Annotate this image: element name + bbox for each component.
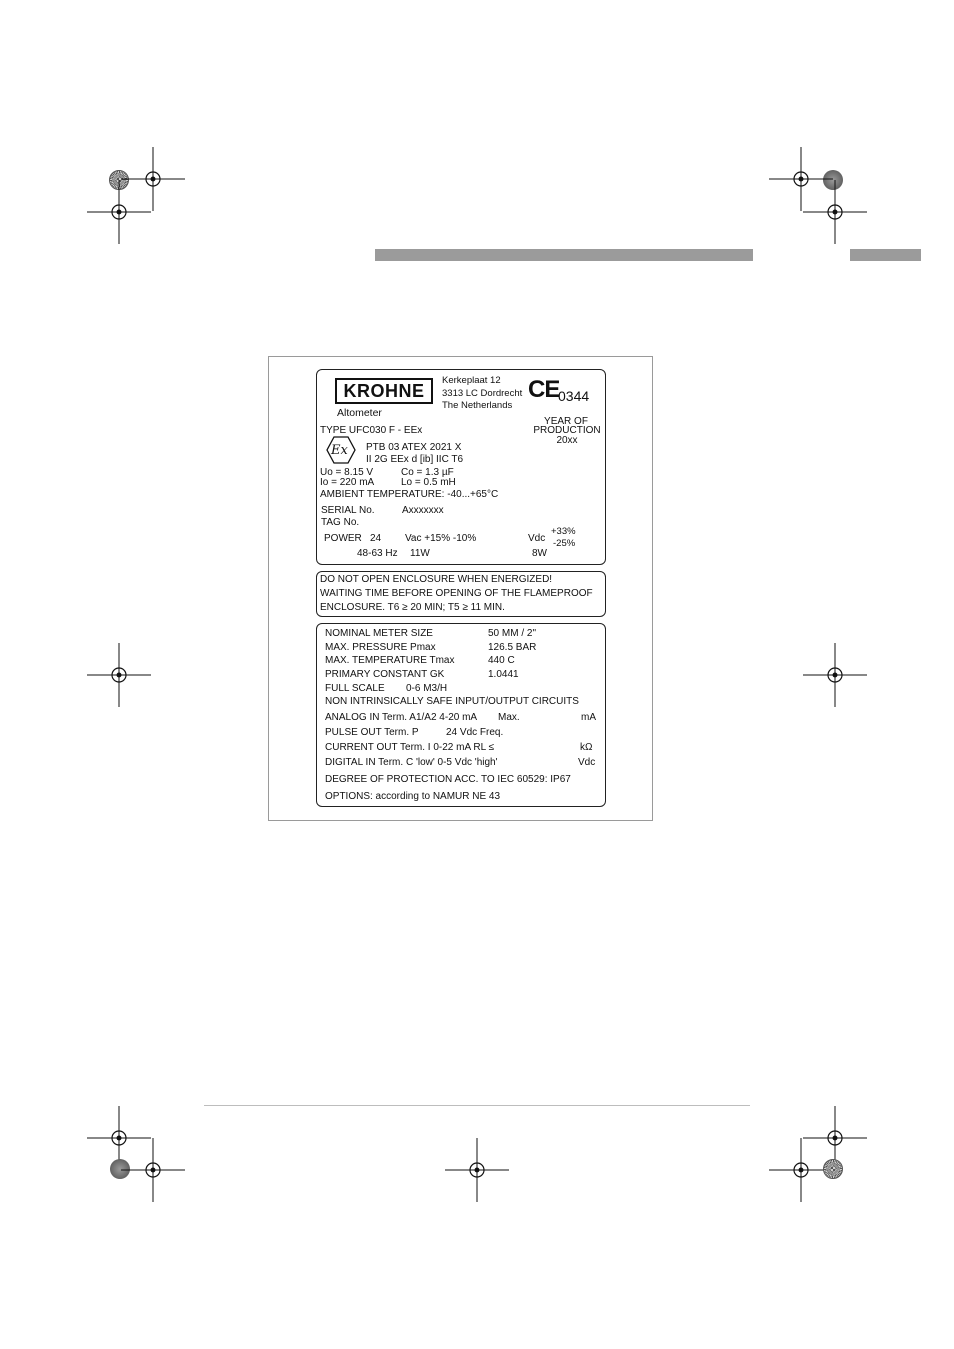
options-line: OPTIONS: according to NAMUR NE 43 bbox=[325, 791, 501, 802]
protection-degree: DEGREE OF PROTECTION ACC. TO IEC 60529: IP67 bbox=[325, 774, 571, 785]
temperature-value: 440 C bbox=[488, 655, 515, 666]
ex-symbol: Ex bbox=[331, 443, 348, 458]
atex-certificate: PTB 03 ATEX 2021 X bbox=[366, 442, 462, 453]
full-scale-value: 0-6 M3/H bbox=[406, 683, 448, 694]
digital-in: DIGITAL IN Term. C 'low' 0-5 Vdc 'high' bbox=[325, 757, 498, 768]
pressure-label: MAX. PRESSURE Pmax bbox=[325, 642, 436, 653]
crop-mark-icon bbox=[87, 643, 151, 707]
digital-in-unit: Vdc bbox=[578, 757, 596, 768]
serial-value: Axxxxxxx bbox=[402, 505, 444, 516]
power-label: POWER bbox=[324, 533, 362, 544]
analog-in: ANALOG IN Term. A1/A2 4-20 mA bbox=[325, 712, 478, 723]
printer-mark-radial bbox=[823, 1159, 843, 1179]
year-label-2: PRODUCTION bbox=[533, 425, 601, 436]
brand-logo: KROHNE bbox=[335, 378, 433, 404]
temperature-label: MAX. TEMPERATURE Tmax bbox=[325, 655, 455, 666]
uo-value: Uo = 8.15 V bbox=[320, 467, 374, 478]
pulse-out-value: 24 Vdc Freq. bbox=[446, 727, 504, 738]
nominal-size-label: NOMINAL METER SIZE bbox=[325, 628, 433, 639]
analog-max: Max. bbox=[498, 712, 520, 723]
full-scale-label: FULL SCALE bbox=[325, 683, 385, 694]
analog-unit: mA bbox=[581, 712, 596, 723]
serial-label: SERIAL No. bbox=[321, 505, 375, 516]
product-name: Altometer bbox=[337, 407, 382, 419]
address-line-1: Kerkeplaat 12 bbox=[442, 375, 501, 386]
warning-line-1: DO NOT OPEN ENCLOSURE WHEN ENERGIZED! bbox=[320, 574, 553, 585]
tolerance-minus: -25% bbox=[553, 538, 576, 549]
tag-label: TAG No. bbox=[321, 517, 360, 528]
watt-dc: 8W bbox=[532, 548, 547, 559]
circuits-heading: NON INTRINSICALLY SAFE INPUT/OUTPUT CIRCUITS bbox=[325, 696, 579, 707]
notified-body-number: 0344 bbox=[558, 388, 590, 404]
lo-value: Lo = 0.5 mH bbox=[401, 477, 456, 488]
frequency: 48-63 Hz bbox=[357, 548, 398, 559]
constant-label: PRIMARY CONSTANT GK bbox=[325, 669, 445, 680]
address-line-3: The Netherlands bbox=[442, 400, 513, 411]
pressure-value: 126.5 BAR bbox=[488, 642, 537, 653]
ce-mark: CE bbox=[528, 376, 560, 403]
header-bar-main bbox=[375, 249, 753, 261]
header-bar-tab bbox=[850, 249, 921, 261]
power-vdc: Vdc bbox=[528, 533, 546, 544]
year-value: 20xx bbox=[556, 435, 578, 446]
crop-mark-icon bbox=[803, 643, 867, 707]
ambient-temperature: AMBIENT TEMPERATURE: -40...+65°C bbox=[320, 489, 499, 500]
address-line-2: 3313 LC Dordrecht bbox=[442, 388, 523, 399]
power-vac: Vac +15% -10% bbox=[405, 533, 477, 544]
type-line: TYPE UFC030 F - EEx bbox=[320, 425, 423, 436]
io-value: Io = 220 mA bbox=[320, 477, 375, 488]
constant-value: 1.0441 bbox=[488, 669, 519, 680]
warning-line-3: ENCLOSURE. T6 ≥ 20 MIN; T5 ≥ 11 MIN. bbox=[320, 602, 505, 613]
year-label-1: YEAR OF bbox=[544, 416, 588, 427]
footer-rule bbox=[204, 1105, 750, 1106]
crop-mark-icon bbox=[121, 1138, 185, 1202]
tolerance-plus: +33% bbox=[551, 526, 576, 537]
power-value: 24 bbox=[370, 533, 382, 544]
watt-ac: 11W bbox=[410, 548, 430, 559]
pulse-out: PULSE OUT Term. P bbox=[325, 727, 419, 738]
crop-mark-icon bbox=[87, 180, 151, 244]
ex-classification: II 2G EEx d [ib] IIC T6 bbox=[366, 454, 464, 465]
nominal-size-value: 50 MM / 2" bbox=[488, 628, 537, 639]
current-out: CURRENT OUT Term. I 0-22 mA RL ≤ bbox=[325, 742, 495, 753]
crop-mark-icon bbox=[803, 180, 867, 244]
warning-line-2: WAITING TIME BEFORE OPENING OF THE FLAMEPROOF bbox=[320, 588, 593, 599]
co-value: Co = 1.3 µF bbox=[401, 467, 454, 478]
current-out-unit: kΩ bbox=[580, 742, 593, 753]
crop-mark-icon bbox=[445, 1138, 509, 1202]
